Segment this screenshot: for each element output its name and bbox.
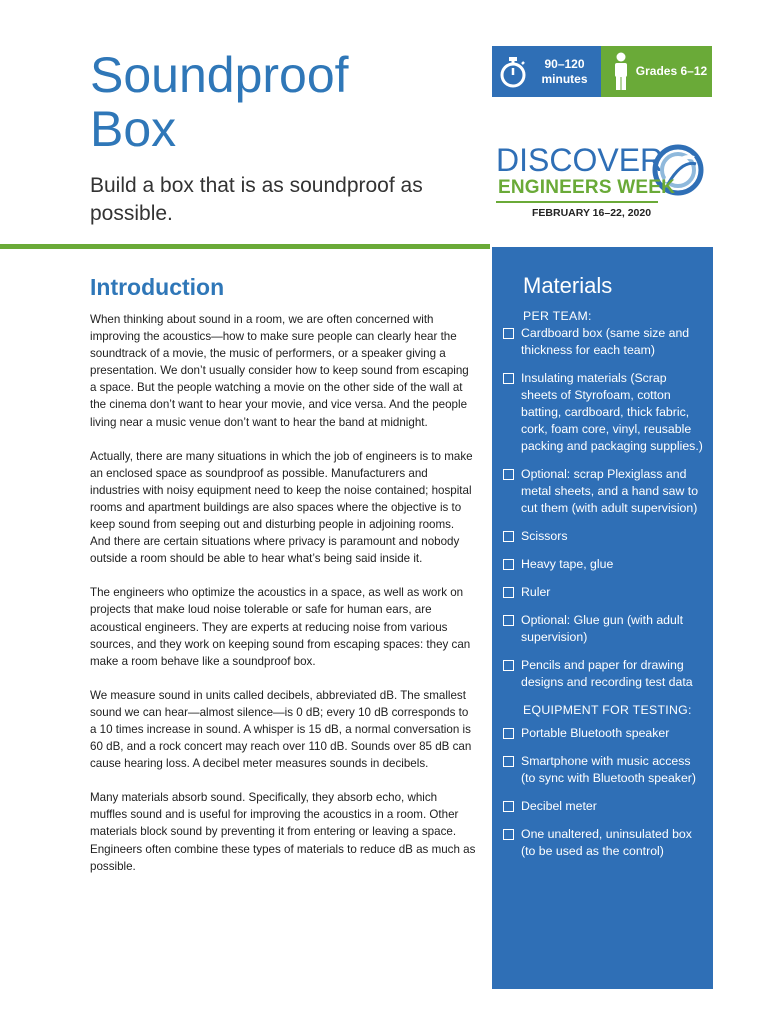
header-divider	[0, 244, 490, 249]
material-item-label: Optional: Glue gun (with adult supervision)	[521, 613, 684, 644]
person-icon	[611, 52, 631, 92]
material-item	[503, 466, 703, 517]
equipment-item-label: Smartphone with music access (to sync with Bluetooth speaker)	[521, 754, 696, 785]
intro-paragraph: We measure sound in units called decibels, abbreviated dB. The smallest sound we can hear—almost silence—is 0 dB; every 10 dB corresponds to a 10 times increase in sound. A whisper is 15 dB, a normal conversation is 60 dB, and a rock concert may reach over 110 dB. Sounds over 85 dB can cause hearing loss. A decibel meter measures sounds in decibels.	[90, 688, 472, 771]
material-item	[503, 657, 703, 691]
materials-heading: Materials	[523, 273, 613, 298]
checkbox[interactable]	[503, 801, 514, 812]
per-team-label: PER TEAM:	[523, 309, 592, 323]
introduction-heading: Introduction	[90, 274, 225, 300]
equipment-item	[503, 798, 703, 815]
equipment-item	[503, 826, 703, 860]
page-title	[90, 48, 349, 156]
grades-badge	[601, 46, 712, 97]
checkbox[interactable]	[503, 328, 514, 339]
time-badge	[492, 46, 601, 97]
checkbox[interactable]	[503, 469, 514, 480]
material-item-label: Ruler	[521, 585, 551, 599]
time-badge-text: 90–120 minutes	[541, 56, 588, 86]
material-item-label: Pencils and paper for drawing designs and recording test data	[521, 658, 693, 689]
per-team-list	[503, 325, 703, 691]
logo-date: FEBRUARY 16–22, 2020	[532, 207, 652, 219]
stopwatch-icon	[498, 55, 528, 89]
material-item-label: Scissors	[521, 529, 568, 543]
material-item-label: Optional: scrap Plexiglass and metal sheets, and a hand saw to cut them (with adult supervision)	[521, 467, 699, 515]
title-line-1: Soundproof	[90, 47, 349, 103]
material-item	[503, 584, 703, 601]
logo-divider	[496, 201, 658, 203]
equipment-item-label: Decibel meter	[521, 799, 597, 813]
title-line-2: Box	[90, 101, 177, 157]
logo-engineers-week-text: ENGINEERS WEEK	[498, 177, 675, 198]
discover-engineers-week-logo	[492, 140, 712, 222]
material-item-label: Heavy tape, glue	[521, 557, 614, 571]
materials-panel	[492, 247, 713, 989]
equipment-item	[503, 753, 703, 787]
testing-equipment-label: EQUIPMENT FOR TESTING:	[523, 703, 692, 717]
checkbox[interactable]	[503, 756, 514, 767]
checkbox[interactable]	[503, 728, 514, 739]
checkbox[interactable]	[503, 615, 514, 626]
checkbox[interactable]	[503, 660, 514, 671]
material-item-label: Cardboard box (same size and thickness for each team)	[521, 326, 690, 357]
material-item	[503, 556, 703, 573]
checkbox[interactable]	[503, 829, 514, 840]
info-badges	[492, 46, 712, 97]
equipment-item	[503, 725, 703, 742]
equipment-item-label: One unaltered, uninsulated box (to be used as the control)	[521, 827, 692, 858]
material-item	[503, 370, 703, 455]
intro-paragraph: Actually, there are many situations in which the job of engineers is to make an enclosed space as soundproof as possible. Manufacturers and industries with noisy equipment need to keep the noise contained; hospital rooms and apartment buildings are also spaces where the objective is to keep sound from seeping out and disturbing people in adjoining rooms. And there are certain situations where privacy is paramount and nobody outside a room should be able to hear what’s being said inside it.	[90, 449, 473, 566]
intro-paragraph: The engineers who optimize the acoustics in a space, as well as work on projects that make loud noise tolerable or safe for human ears, are acoustical engineers. They are experts at reducing noise from various sources, and they work on keeping sound from escaping spaces: they can make a room behave like a soundproof box.	[90, 586, 471, 668]
testing-equipment-list	[503, 725, 703, 860]
introduction-body	[90, 311, 476, 892]
material-item-label: Insulating materials (Scrap sheets of Styrofoam, cotton batting, cardboard, thick fabric, cork, foam core, vinyl, reusable packing and packaging supplies.)	[521, 371, 703, 453]
material-item	[503, 528, 703, 545]
page-subtitle: Build a box that is as soundproof as possible.	[90, 174, 423, 225]
material-item	[503, 325, 703, 359]
checkbox[interactable]	[503, 587, 514, 598]
intro-paragraph: When thinking about sound in a room, we are often concerned with improving the acoustics—how to make sure people can clearly hear the soundtrack of a movie, the music of performers, or a speaker giving a presentation. We don’t usually consider how to keep sound from escaping a space. But the people watching a movie on the other side of the wall at the cinema don’t want to hear your movie, and vice versa. And the people living near a music venue don’t want to hear the band at midnight.	[90, 313, 469, 429]
grades-badge-text: Grades 6–12	[635, 64, 708, 78]
checkbox[interactable]	[503, 531, 514, 542]
intro-paragraph: Many materials absorb sound. Specifically, they absorb echo, which muffles sound and is useful for improving the acoustics in a room. Other materials block sound by preventing it from entering or leaving a space. Engineers often combine these types of materials to reduce dB as much as possible.	[90, 791, 476, 873]
logo-discover-text: DISCOVER	[496, 142, 664, 178]
checkbox[interactable]	[503, 373, 514, 384]
checkbox[interactable]	[503, 559, 514, 570]
equipment-item-label: Portable Bluetooth speaker	[521, 726, 670, 740]
material-item	[503, 612, 703, 646]
